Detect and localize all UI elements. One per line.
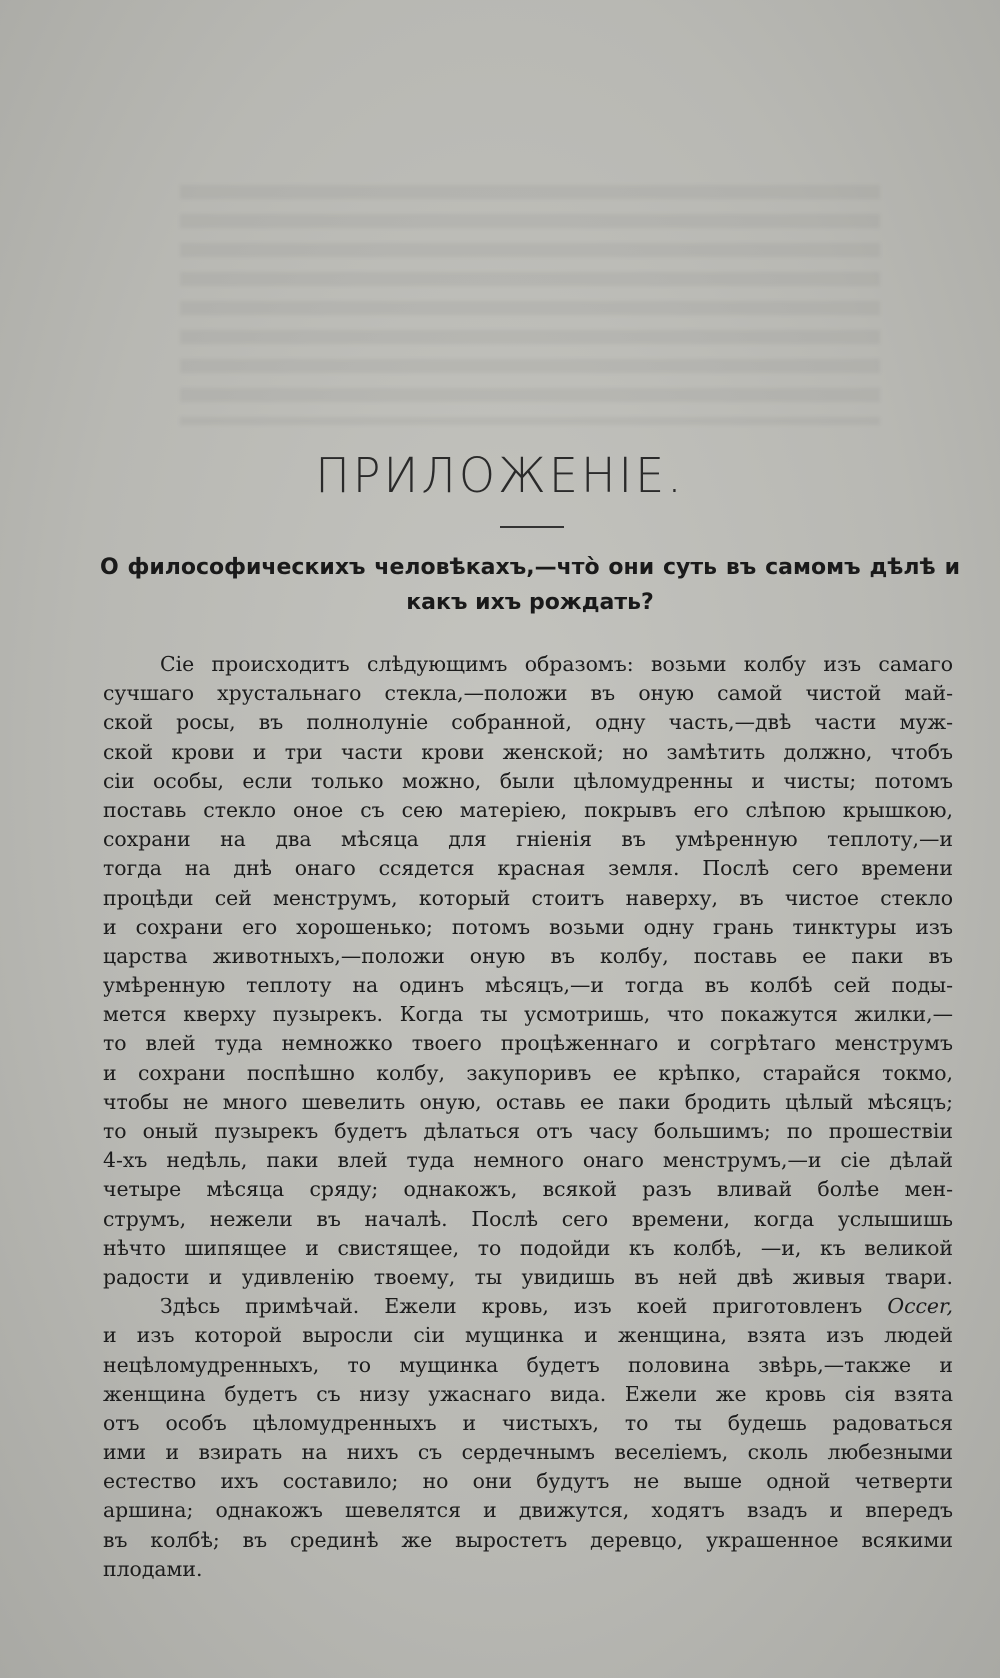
section-heading <box>100 550 960 620</box>
text-line: ской росы, въ полнолуніе собранной, одну часть,—двѣ части муж- <box>103 710 953 735</box>
text-line: сохрани на два мѣсяца для гніенія въ умѣренную теплоту,—и <box>103 827 953 852</box>
text-line: женщина будетъ съ низу ужаснаго вида. Ежели же кровь сія взята <box>103 1381 953 1406</box>
text-line: аршина; однакожъ шевелятся и движутся, ходятъ взадъ и впередъ <box>103 1498 953 1523</box>
text-line: то оный пузырекъ будетъ дѣлаться отъ часу большимъ; по прошествіи <box>103 1119 953 1143</box>
text-line: четыре мѣсяца сряду; однакожъ, всякой разъ вливай болѣе мен- <box>103 1177 953 1202</box>
text-line: и изъ которой выросли сіи мущинка и женщина, взята изъ людей <box>103 1323 953 1348</box>
text-line: умѣренную теплоту на одинъ мѣсяцъ,—и тогда въ колбѣ сей поды- <box>103 973 953 998</box>
text-line: естество ихъ составило; но они будутъ не выше одной четверти <box>103 1469 953 1494</box>
show-through-text <box>180 185 880 425</box>
text-line: 4-хъ недѣль, паки влей туда немного онаго менструмъ,—и сіе дѣлай <box>103 1148 953 1173</box>
text-line: плодами. <box>103 1556 203 1581</box>
text-line: сучшаго хрустальнаго стекла,—положи въ оную самой чистой май- <box>103 681 953 706</box>
text-line: чтобы не много шевелить оную, оставь ее паки бродить цѣлый мѣсяцъ; <box>103 1089 953 1114</box>
text-line: радости и удивленію твоему, ты увидишь въ ней двѣ живыя твари. <box>103 1264 953 1289</box>
text-line: мется кверху пузырекъ. Когда ты усмотришь, что покажутся жилки,— <box>103 1002 953 1027</box>
text-line: тогда на днѣ онаго ссядется красная земля. Послѣ сего времени <box>103 856 953 881</box>
body-text <box>103 650 953 1584</box>
italic-word: Occer, <box>887 1294 953 1319</box>
text-line: процѣди сей менструмъ, который стоитъ наверху, въ чистое стекло <box>103 885 953 910</box>
text-line: струмъ, нежели въ началѣ. Послѣ сего времени, когда услышишь <box>103 1206 953 1231</box>
text-line: сіи особы, если только можно, были цѣломудренны и чисты; потомъ <box>103 768 953 793</box>
heading-line-2: какъ ихъ рождать? <box>406 590 654 615</box>
heading-line-1: О философическихъ человѣкахъ,—что̀ они суть въ самомъ дѣлѣ и <box>100 555 960 580</box>
page-title: ПРИЛОЖЕНІЕ. <box>315 446 685 504</box>
text-line: то влей туда немножко твоего процѣженнаго и согрѣтаго менструмъ <box>103 1031 953 1056</box>
text-line: отъ особъ цѣломудренныхъ и чистыхъ, то ты будешь радоваться <box>103 1410 953 1435</box>
text-line: и сохрани его хорошенько; потомъ возьми одну грань тинктуры изъ <box>103 914 953 939</box>
text-line: Сіе происходитъ слѣдующимъ образомъ: возьми колбу изъ самаго <box>160 652 953 676</box>
text-line-with-italic <box>103 1292 953 1321</box>
text-segment: Здѣсь примѣчай. Ежели кровь, изъ коей приготовленъ <box>160 1294 863 1319</box>
text-line: нѣчто шипящее и свистящее, то подойди къ колбѣ, —и, къ великой <box>103 1235 953 1260</box>
text-line: въ колбѣ; въ срединѣ же выростетъ деревцо, украшенное всякими <box>103 1527 953 1552</box>
text-line: ими и взирать на нихъ съ сердечнымъ веселіемъ, сколь любезными <box>103 1440 953 1465</box>
text-line: нецѣломудренныхъ, то мущинка будетъ половина звѣрь,—также и <box>103 1352 953 1377</box>
text-line: ской крови и три части крови женской; но замѣтить должно, чтобъ <box>103 739 953 764</box>
text-line: и сохрани поспѣшно колбу, закупоривъ ее крѣпко, старайся токмо, <box>103 1060 953 1085</box>
title-rule <box>500 526 564 528</box>
text-line: царства животныхъ,—положи оную въ колбу, поставь ее паки въ <box>103 943 953 968</box>
text-line: поставь стекло оное съ сею матеріею, покрывъ его слѣпою крышкою, <box>103 797 953 822</box>
